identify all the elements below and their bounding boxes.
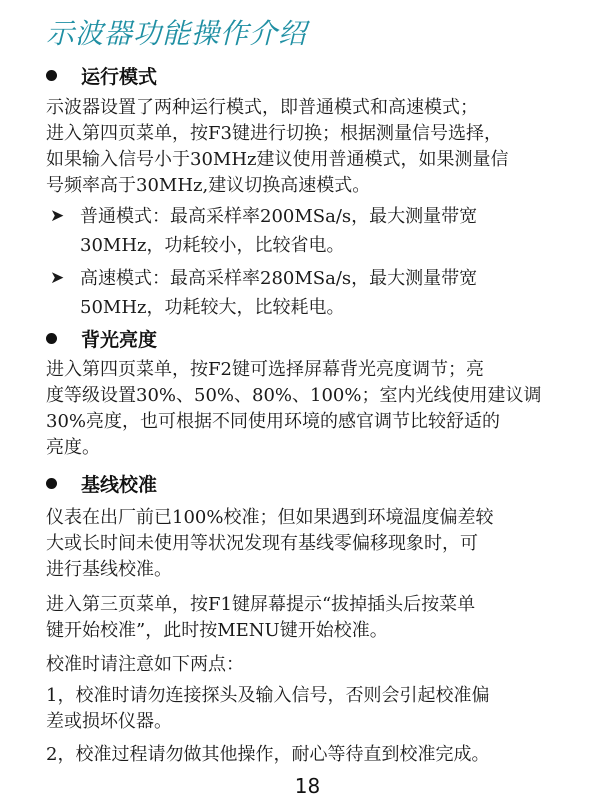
paragraph-line: 1，校准时请勿连接探头及输入信号，否则会引起校准偏 — [46, 685, 490, 706]
section-heading-label: 运行模式 — [81, 66, 158, 88]
paragraph-line: 30%亮度，也可根据不同使用环境的感官调节比较舒适的 — [46, 411, 501, 432]
bullet-line: 30MHz，功耗较小，比较省电。 — [80, 235, 345, 256]
calibration-paragraph-4 — [46, 683, 586, 735]
calibration-paragraph-2 — [46, 592, 586, 644]
paragraph-line: 度等级设置30%、50%、80%、100%；室内光线使用建议调 — [46, 385, 542, 406]
bullet-normal-mode — [50, 202, 570, 260]
bullet-dot-icon — [46, 478, 57, 489]
section-heading-backlight — [46, 325, 157, 352]
section-heading-baseline-calibration — [46, 470, 157, 497]
paragraph-line: 号频率高于30MHz,建议切换高速模式。 — [46, 175, 371, 196]
arrow-bullet-icon: ➤ — [50, 268, 65, 288]
page-number: 18 — [294, 774, 321, 798]
paragraph-line: 2，校准过程请勿做其他操作，耐心等待直到校准完成。 — [46, 744, 490, 765]
bullet-high-speed-mode — [50, 264, 570, 322]
calibration-paragraph-5 — [46, 742, 586, 768]
paragraph-line: 示波器设置了两种运行模式，即普通模式和高速模式； — [46, 97, 478, 118]
bullet-line: 50MHz，功耗较大，比较耗电。 — [80, 297, 345, 318]
paragraph-line: 进入第三页菜单，按F1键屏幕提示“拔掉插头后按菜单 — [46, 594, 476, 615]
paragraph-line: 校准时请注意如下两点： — [46, 654, 244, 675]
bullet-dot-icon — [46, 70, 57, 81]
calibration-paragraph-3 — [46, 652, 586, 678]
section-heading-label: 基线校准 — [81, 474, 158, 496]
page-title: 示波器功能操作介绍 — [46, 17, 308, 50]
paragraph-line: 亮度。 — [46, 437, 100, 458]
backlight-paragraph — [46, 357, 586, 461]
section-heading-label: 背光亮度 — [81, 329, 158, 351]
paragraph-line: 键开始校准”，此时按MENU键开始校准。 — [46, 620, 388, 641]
paragraph-line: 如果输入信号小于30MHz建议使用普通模式，如果测量信 — [46, 149, 509, 170]
paragraph-line: 进入第四页菜单，按F3键进行切换；根据测量信号选择， — [46, 123, 502, 144]
paragraph-line: 大或长时间未使用等状况发现有基线零偏移现象时，可 — [46, 533, 478, 554]
paragraph-line: 仪表在出厂前已100%校准；但如果遇到环境温度偏差较 — [46, 507, 494, 528]
paragraph-line: 差或损坏仪器。 — [46, 711, 172, 732]
bullet-dot-icon — [46, 333, 57, 344]
paragraph-line: 进入第四页菜单，按F2键可选择屏幕背光亮度调节；亮 — [46, 359, 484, 380]
arrow-bullet-icon: ➤ — [50, 206, 65, 226]
section-heading-run-mode — [46, 62, 157, 89]
paragraph-line: 进行基线校准。 — [46, 559, 172, 580]
bullet-line: 高速模式：最高采样率280MSa/s，最大测量带宽 — [80, 268, 478, 289]
run-mode-paragraph — [46, 95, 586, 199]
calibration-paragraph-1 — [46, 505, 586, 583]
bullet-line: 普通模式：最高采样率200MSa/s，最大测量带宽 — [80, 206, 478, 227]
